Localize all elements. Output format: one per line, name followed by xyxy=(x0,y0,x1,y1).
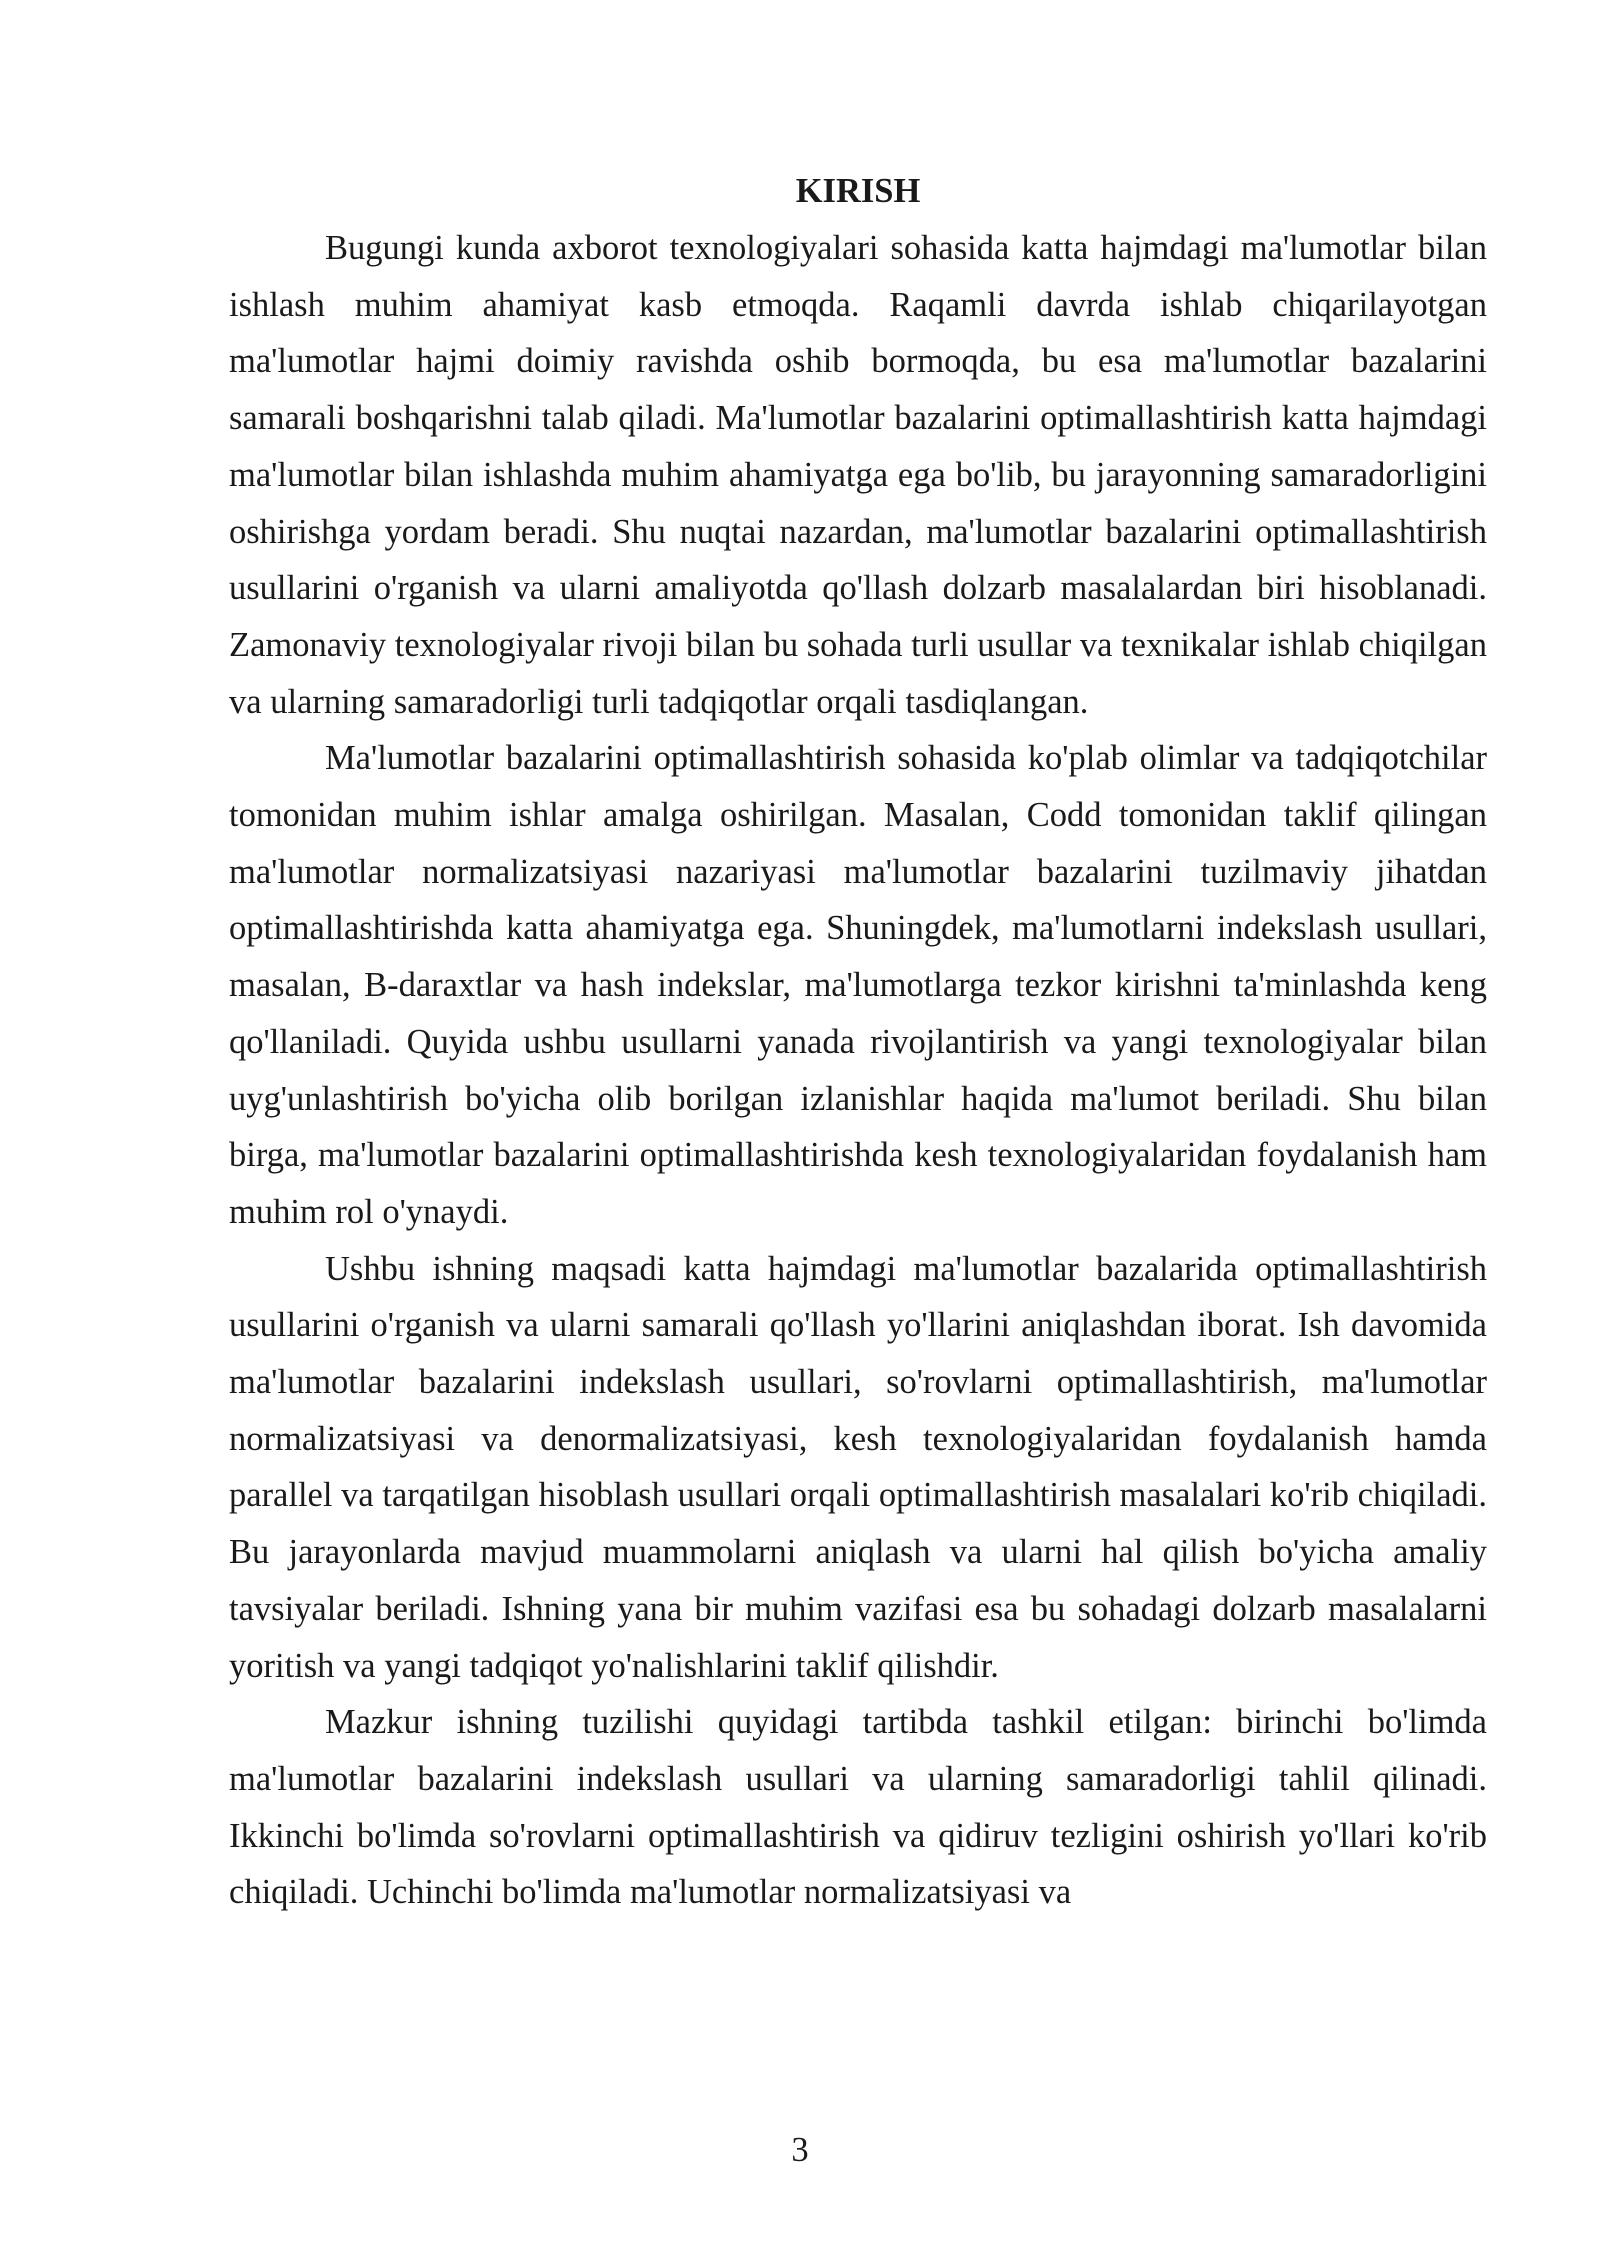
paragraph-2: Ma'lumotlar bazalarini optimallashtirish sohasida ko'plab olimlar va tadqiqotchilar tomonidan muhim ishlar amalga oshirilgan. Masalan, Codd tomonidan taklif qilingan ma'lumotlar normalizatsiyasi nazariyasi ma'lumotlar bazalarini tuzilmaviy jihatdan optimallashtirishda katta ahamiyatga ega. Shuningdek, ma'lumotlarni indekslash usullari, masalan, B-daraxtlar va hash indekslar, ma'lumotlarga tezkor kirishni ta'minlashda keng qo'llaniladi. Quyida ushbu usullarni yanada rivojlantirish va yangi texnologiyalar bilan uyg'unlashtirish bo'yicha olib borilgan izlanishlar haqida ma'lumot beriladi. Shu bilan birga, ma'lumotlar bazalarini optimallashtirishda kesh texnologiyalaridan foydalanish ham muhim rol o'ynaydi. xyxy=(229,739,1487,1231)
paragraph-1: Bugungi kunda axborot texnologiyalari sohasida katta hajmdagi ma'lumotlar bilan ishlash muhim ahamiyat kasb etmoqda. Raqamli davrda ishlab chiqarilayotgan ma'lumotlar hajmi doimiy ravishda oshib bormoqda, bu esa ma'lumotlar bazalarini samarali boshqarishni talab qiladi. Ma'lumotlar bazalarini optimallashtirish katta hajmdagi ma'lumotlar bilan ishlashda muhim ahamiyatga ega bo'lib, bu jarayonning samaradorligini oshirishga yordam beradi. Shu nuqtai nazardan, ma'lumotlar bazalarini optimallashtirish usullarini o'rganish va ularni amaliyotda qo'llash dolzarb masalalardan biri hisoblanadi. Zamonaviy texnologiyalar rivoji bilan bu sohada turli usullar va texnikalar ishlab chiqilgan va ularning samaradorligi turli tadqiqotlar orqali tasdiqlangan. xyxy=(229,229,1487,721)
section-title: KIRISH xyxy=(795,172,921,210)
page-number: 3 xyxy=(791,2131,809,2169)
paragraph-4: Mazkur ishning tuzilishi quyidagi tartibda tashkil etilgan: birinchi bo'limda ma'lumotlar bazalarini indekslash usullari va ularning samaradorligi tahlil qilinadi. Ikkinchi bo'limda so'rovlarni optimallashtirish va qidiruv tezligini oshirish yo'llari ko'rib chiqiladi. Uchinchi bo'limda ma'lumotlar normalizatsiyasi va xyxy=(229,1703,1487,1912)
page-content xyxy=(229,163,1487,1921)
paragraph-3: Ushbu ishning maqsadi katta hajmdagi ma'lumotlar bazalarida optimallashtirish usullarini o'rganish va ularni samarali qo'llash yo'llarini aniqlashdan iborat. Ish davomida ma'lumotlar bazalarini indekslash usullari, so'rovlarni optimallashtirish, ma'lumotlar normalizatsiyasi va denormalizatsiyasi, kesh texnologiyalaridan foydalanish hamda parallel va tarqatilgan hisoblash usullari orqali optimallashtirish masalalari ko'rib chiqiladi. Bu jarayonlarda mavjud muammolarni aniqlash va ularni hal qilish bo'yicha amaliy tavsiyalar beriladi. Ishning yana bir muhim vazifasi esa bu sohadagi dolzarb masalalarni yoritish va yangi tadqiqot yo'nalishlarini taklif qilishdir. xyxy=(229,1249,1487,1685)
